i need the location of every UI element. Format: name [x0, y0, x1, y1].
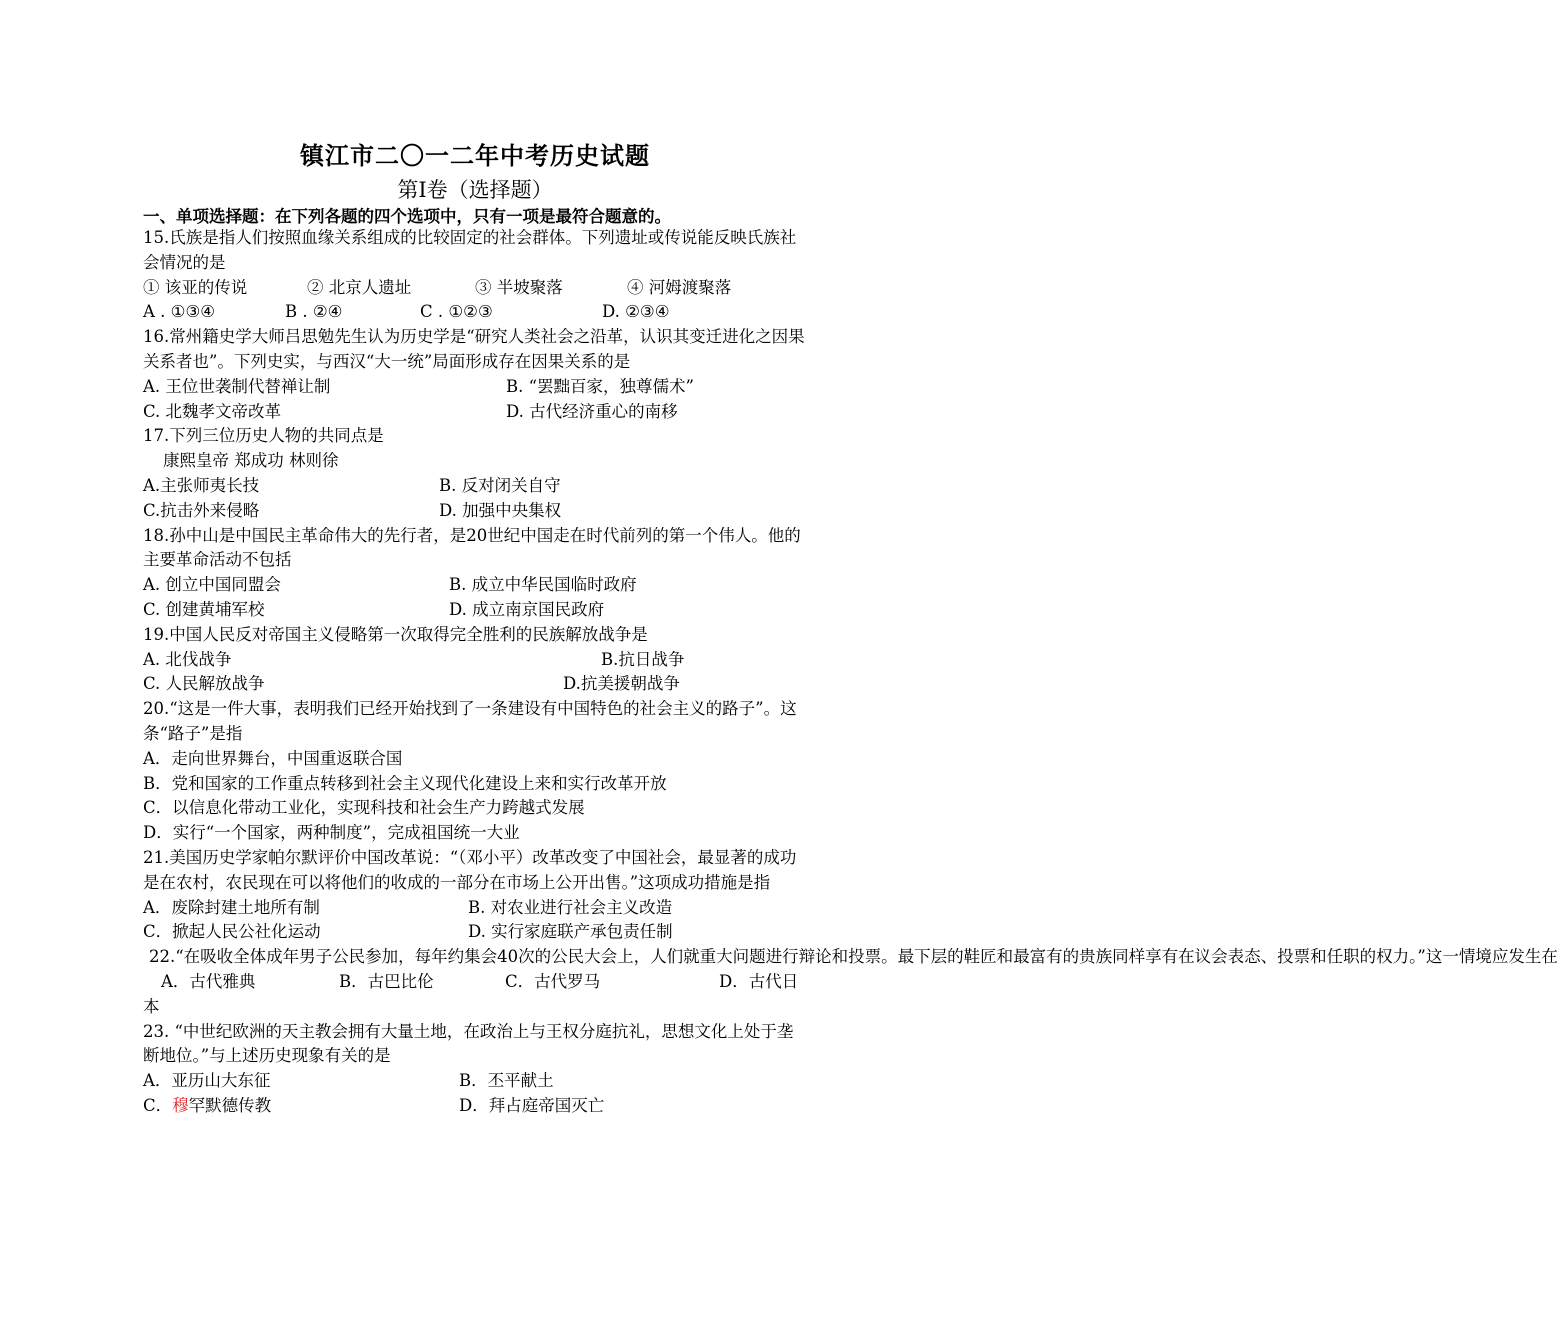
- q21-option-c: C．掀起人民公社化运动: [143, 922, 321, 942]
- q18-stem-part-c: 包括: [258, 550, 292, 570]
- question-16-options-row2: [143, 400, 808, 425]
- q19-option-d: D.抗美援朝战争: [563, 674, 680, 694]
- q16-option-b: B. “罢黜百家，独尊儒术”: [506, 376, 694, 396]
- q22-option-c: C．古代罗马: [505, 971, 601, 991]
- q23-option-a: A．亚历山大东征: [143, 1071, 271, 1091]
- q23-option-d: D．拜占庭帝国灭亡: [459, 1095, 605, 1115]
- q23-option-c-red-char: 穆: [172, 1095, 189, 1115]
- question-17-people: 康熙皇帝 郑成功 林则徐: [163, 451, 339, 471]
- q15-option-c: C . ①②③: [420, 302, 493, 322]
- q15-item-2: ② 北京人遗址: [307, 277, 412, 297]
- q17-option-c: C.抗击外来侵略: [143, 500, 260, 520]
- question-21-options-row2: [143, 920, 808, 945]
- q19-option-b: B.抗日战争: [601, 649, 685, 669]
- q22-option-b: B．古巴比伦: [339, 971, 434, 991]
- question-19-options-row1: [143, 648, 808, 673]
- q22-option-d: D．古代日: [719, 971, 799, 991]
- question-15-options: [143, 300, 808, 325]
- q23-option-c-rest: 罕默德传教: [188, 1095, 272, 1115]
- q15-item-3: ③ 半坡聚落: [475, 277, 563, 297]
- q23-option-c: [143, 1094, 459, 1119]
- question-22-stem: 22.“在吸收全体成年男子公民参加，每年约集会40次的公民大会上，人们就重大问题进行辩论和投票。最下层的鞋匠和最富有的贵族同样享有在议会表态、投票和任职的权力。”这一情境应发生在: [149, 947, 1558, 967]
- q16-option-a: A. 王位世袭制代替禅让制: [143, 376, 331, 396]
- q18-option-a: A. 创立中国同盟会: [143, 575, 281, 595]
- q19-option-a: A. 北伐战争: [143, 649, 232, 669]
- page-subtitle: 第Ⅰ卷（选择题）: [397, 178, 553, 202]
- q21-option-d: D. 实行家庭联产承包责任制: [468, 922, 673, 942]
- q21-option-a: A．废除封建土地所有制: [143, 897, 320, 917]
- section-heading: 一、单项选择题：在下列各题的四个选项中，只有一项是最符合题意的。: [143, 207, 671, 226]
- question-20-stem: 20.“这是一件大事，表明我们已经开始找到了一条建设有中国特色的社会主义的路子”。这条“路子”是指: [143, 699, 797, 743]
- question-18-stem: [143, 524, 808, 574]
- page-title: 镇江市二〇一二年中考历史试题: [300, 142, 650, 170]
- q15-option-b: B . ②④: [285, 302, 343, 322]
- q19-option-c: C. 人民解放战争: [143, 674, 265, 694]
- question-18-options-row1: [143, 573, 808, 598]
- q18-option-c: C. 创建黄埔军校: [143, 599, 265, 619]
- q23-option-c-label: C．: [143, 1095, 173, 1115]
- question-17-options-row1: [143, 474, 808, 499]
- question-22-options: [143, 970, 808, 995]
- q15-option-a: A . ①③④: [143, 302, 216, 322]
- q22-option-d-tail: 本: [143, 996, 160, 1016]
- q16-option-d: D. 古代经济重心的南移: [506, 401, 678, 421]
- q23-option-b: B．丕平献土: [459, 1071, 554, 1091]
- q20-option-b: B．党和国家的工作重点转移到社会主义现代化建设上来和实行改革开放: [143, 773, 667, 793]
- q15-option-d: D. ②③④: [602, 302, 670, 322]
- question-21-options-row1: [143, 896, 808, 921]
- q15-item-1: ① 该亚的传说: [143, 277, 248, 297]
- q20-option-d: D．实行“一个国家，两种制度”，完成祖国统一大业: [143, 823, 520, 843]
- q17-option-a: A.主张师夷长技: [143, 475, 260, 495]
- q17-option-d: D. 加强中央集权: [439, 500, 562, 520]
- q20-option-a: A．走向世界舞台，中国重返联合国: [143, 748, 403, 768]
- question-16-stem: 16.常州籍史学大师吕思勉先生认为历史学是“研究人类社会之沿革，认识其变迁进化之因果关系者也”。下列史实，与西汉“大一统”局面形成存在因果关系的是: [143, 327, 805, 371]
- q17-option-b: B. 反对闭关自守: [439, 475, 561, 495]
- question-18-options-row2: [143, 598, 808, 623]
- question-16-options-row1: [143, 375, 808, 400]
- question-19-stem: 19.中国人民反对帝国主义侵略第一次取得完全胜利的民族解放战争是: [143, 624, 648, 644]
- question-17-options-row2: [143, 499, 808, 524]
- question-23-options-row2: [143, 1094, 808, 1119]
- question-15-items: [143, 276, 808, 301]
- question-list: [143, 226, 1558, 1119]
- q16-option-c: C. 北魏孝文帝改革: [143, 401, 282, 421]
- q18-option-d: D. 成立南京国民政府: [449, 599, 605, 619]
- q20-option-c: C．以信息化带动工业化，实现科技和社会生产力跨越式发展: [143, 798, 585, 818]
- question-21-stem: 21.美国历史学家帕尔默评价中国改革说：“（邓小平）改革改变了中国社会，最显著的成功是在农村，农民现在可以将他们的收成的一部分在市场上公开出售。”这项成功措施是指: [143, 847, 797, 892]
- question-19-options-row2: [143, 672, 808, 697]
- question-17-stem: 17.下列三位历史人物的共同点是: [143, 426, 384, 446]
- q21-option-b: B. 对农业进行社会主义改造: [468, 897, 673, 917]
- q18-stem-emphasis: 不: [242, 550, 259, 570]
- question-23-options-row1: [143, 1069, 808, 1094]
- question-23-stem: 23. “中世纪欧洲的天主教会拥有大量土地，在政治上与王权分庭抗礼，思想文化上处于垄断地位。”与上述历史现象有关的是: [143, 1021, 794, 1066]
- q18-option-b: B. 成立中华民国临时政府: [449, 575, 637, 595]
- q22-option-a: A．古代雅典: [161, 971, 256, 991]
- question-15-stem: 15.氏族是指人们按照血缘关系组成的比较固定的社会群体。下列遗址或传说能反映氏族社会情况的是: [143, 228, 797, 272]
- q15-item-4: ④ 河姆渡聚落: [627, 277, 732, 297]
- q18-stem-part-a: 18.孙中山是中国民主革命伟大的先行者，是20世纪中国走在时代前列的第一个伟人。他的主要革命活动: [143, 525, 801, 570]
